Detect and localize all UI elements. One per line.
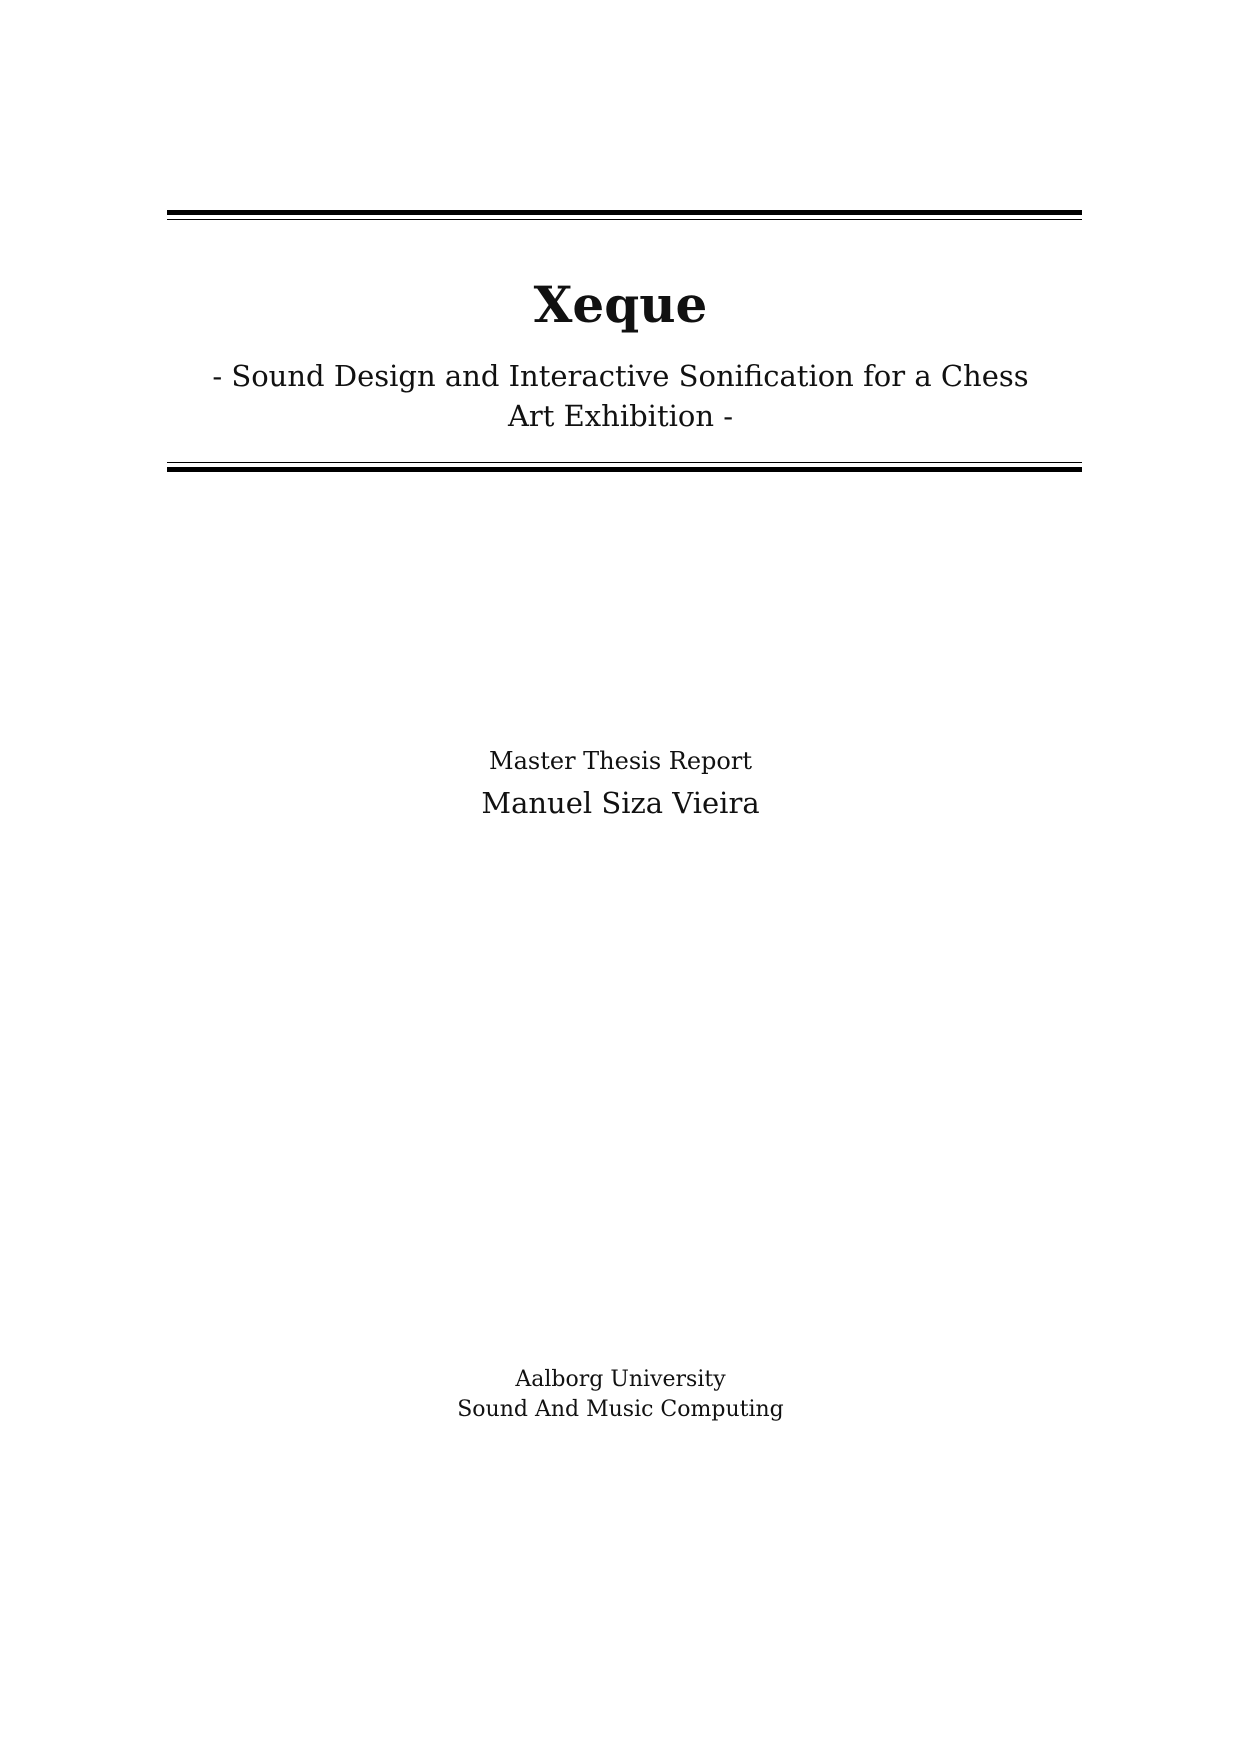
author-name: Manuel Siza Vieira [481,786,760,820]
top-rule-thin [167,219,1082,220]
document-title: Xeque [533,275,708,334]
bottom-rule-thin [167,462,1082,463]
bottom-rule-thick [167,467,1082,472]
program-name: Sound And Music Computing [457,1397,784,1422]
university-name: Aalborg University [515,1367,726,1392]
top-rule-thick [167,210,1082,215]
document-subtitle: - Sound Design and Interactive Sonification for a Chess Art Exhibition - [212,359,1029,433]
report-type: Master Thesis Report [489,747,752,775]
